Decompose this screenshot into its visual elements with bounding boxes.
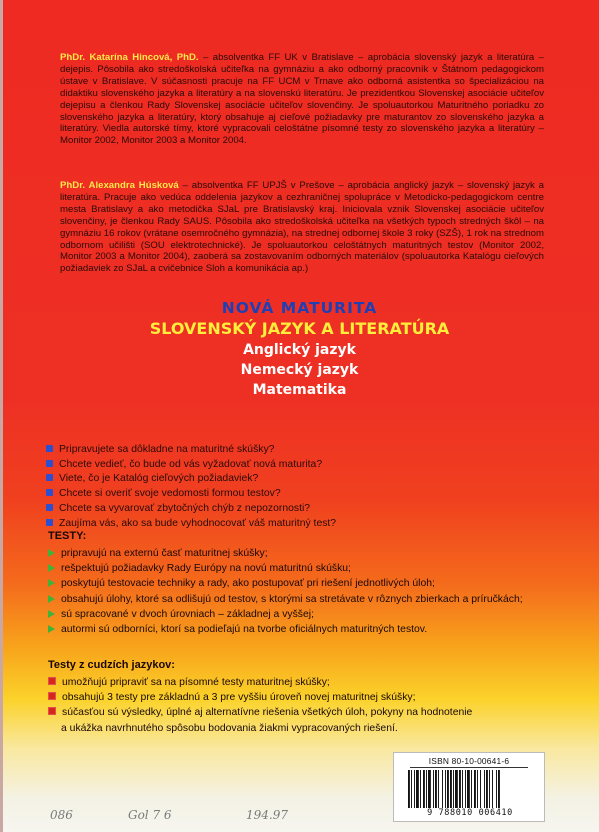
author-name: PhDr. Katarína Hincová, PhD. <box>60 52 199 63</box>
list-item: Chcete si overiť svoje vedomosti formou testov? <box>46 487 336 502</box>
author-bio-text: – absolventka FF UPJŠ v Prešove – aprobácia anglický jazyk – slovenský jazyk a literatúra. Pracuje ako vedúca oddelenia jazykov a cezhraničnej spolupráce v Metodicko-pedagogickom centre mesta Bratislavy a ako metodička SJaL pre Bratislavský kraj. Iniciovala vznik Slovenskej asociácie učiteľov slovenčiny, je členkou Rady SAUS. Pôsobila ako stredoškolská učiteľka na všetkých typoch stredných škôl – na gymnáziu 16 rokov (vrátane osemročného gymnázia), na strednej odbornej škole 3 roky (SZŠ), 1 rok na strednom odbornom učilišti (SOU elektrotechnické). Je spoluautorkou celoštátnych maturitných testov (Monitor 2002, Monitor 2003 a Monitor 2004), zaoberá sa zostavovaním odborných materiálov (spoluautorka Katalógu cieľových požiadaviek zo SJaL a cvičebnice Sloh a komunikácia ap.) <box>60 180 544 275</box>
cudzie-jazyky-list <box>48 675 472 736</box>
list-item: obsahujú úlohy, ktoré sa odlišujú od testov, s ktorými sa stretávate v rôznych zbierkach a príručkách; <box>48 592 523 607</box>
triangle-bullet-icon <box>48 595 55 603</box>
cudzie-jazyky-heading: Testy z cudzích jazykov: <box>48 659 175 671</box>
isbn-barcode <box>393 752 545 822</box>
book-titles <box>0 298 599 400</box>
square-bullet-icon <box>48 707 56 715</box>
series-title: NOVÁ MATURITA <box>221 299 378 317</box>
list-item-continuation: a ukážka navrhnutého spôsobu bodovania žiakmi vypracovaných riešení. <box>61 722 398 734</box>
subtitle-math: Matematika <box>252 382 347 398</box>
list-item: pripravujú na externú časť maturitnej skúšky; <box>48 546 523 561</box>
author-bio-hincova <box>60 52 544 147</box>
isbn-number: ISBN 80-10-00641-6 <box>428 756 510 766</box>
question-list <box>46 443 336 531</box>
handwritten-note: Gol 7 6 <box>128 808 172 822</box>
handwritten-note: 194.97 <box>246 808 288 822</box>
triangle-bullet-icon <box>48 579 55 587</box>
subtitle-german: Nemecký jazyk <box>240 362 359 378</box>
square-bullet-icon <box>46 504 53 511</box>
list-item: obsahujú 3 testy pre základnú a 3 pre vyššiu úroveň novej maturitnej skúšky; <box>48 690 472 705</box>
square-bullet-icon <box>46 489 53 496</box>
handwritten-note: 086 <box>50 808 73 822</box>
ean-number: 9 788010 006410 <box>427 808 513 818</box>
list-item: autormi sú odborníci, ktorí sa podieľajú na tvorbe oficiálnych maturitných testov. <box>48 622 523 637</box>
author-bio-huskova <box>60 180 544 275</box>
list-item: Chcete vedieť, čo bude od vás vyžadovať nová maturita? <box>46 458 336 473</box>
triangle-bullet-icon <box>48 610 55 618</box>
testy-heading: TESTY: <box>48 530 87 542</box>
triangle-bullet-icon <box>48 564 55 572</box>
square-bullet-icon <box>46 445 53 452</box>
isbn-divider <box>410 767 528 768</box>
list-item: Pripravujete sa dôkladne na maturitné skúšky? <box>46 443 336 458</box>
square-bullet-icon <box>46 474 53 481</box>
triangle-bullet-icon <box>48 625 55 633</box>
square-bullet-icon <box>48 677 56 685</box>
list-item: Chcete sa vyvarovať zbytočných chýb z nepozornosti? <box>46 502 336 517</box>
author-bio-text: – absolventka FF UK v Bratislave – aprobácia slovenský jazyk a literatúra – dejepis. Pôsobila ako stredoškolská učiteľka na gymnáziu a ako odborný pracovník v Štátnom pedagogickom ústave v Bratislave. V súčasnosti pracuje na FF UCM v Trnave ako odborná asistentka so špecializáciou na didaktiku slovenského jazyka a literatúry a na slovenskú literatúru. Je prezidentkou Slovenskej asociácie učiteľov dejepisu a členkou Rady Slovenskej asociácie učiteľov slovenčiny. Je spoluautorkou Maturitného poriadku zo slovenského jazyka a literatúry, ktorý obsahuje aj cieľové požiadavky pre maturantov zo slovenského jazyka a literatúry. Viedla autorské tímy, ktoré vypracovali celoštátne písomné testy zo slovenského jazyka a literatúry – Monitor 2002, Monitor 2003 a Monitor 2004. <box>60 52 544 147</box>
square-bullet-icon <box>46 519 53 526</box>
testy-list <box>48 546 523 637</box>
author-name: PhDr. Alexandra Húsková <box>60 180 179 191</box>
list-item: Viete, čo je Katalóg cieľových požiadaviek? <box>46 472 336 487</box>
square-bullet-icon <box>48 692 56 700</box>
list-item: Zaujíma vás, ako sa bude vyhodnocovať váš maturitný test? <box>46 517 336 532</box>
list-item: umožňujú pripraviť sa na písomné testy maturitnej skúšky; <box>48 675 472 690</box>
list-item: rešpektujú požiadavky Rady Európy na novú maturitnú skúšku; <box>48 561 523 576</box>
subtitle-english: Anglický jazyk <box>243 342 356 358</box>
triangle-bullet-icon <box>48 549 55 557</box>
barcode-icon <box>408 770 532 808</box>
list-item: súčasťou sú výsledky, úplné aj alternatívne riešenia všetkých úloh, pokyny na hodnotenie <box>48 705 472 720</box>
list-item: poskytujú testovacie techniky a rady, ako postupovať pri riešení jednotlivých úloh; <box>48 576 523 591</box>
list-item: sú spracované v dvoch úrovniach – základnej a vyššej; <box>48 607 523 622</box>
square-bullet-icon <box>46 460 53 467</box>
main-title: SLOVENSKÝ JAZYK A LITERATÚRA <box>149 319 450 338</box>
